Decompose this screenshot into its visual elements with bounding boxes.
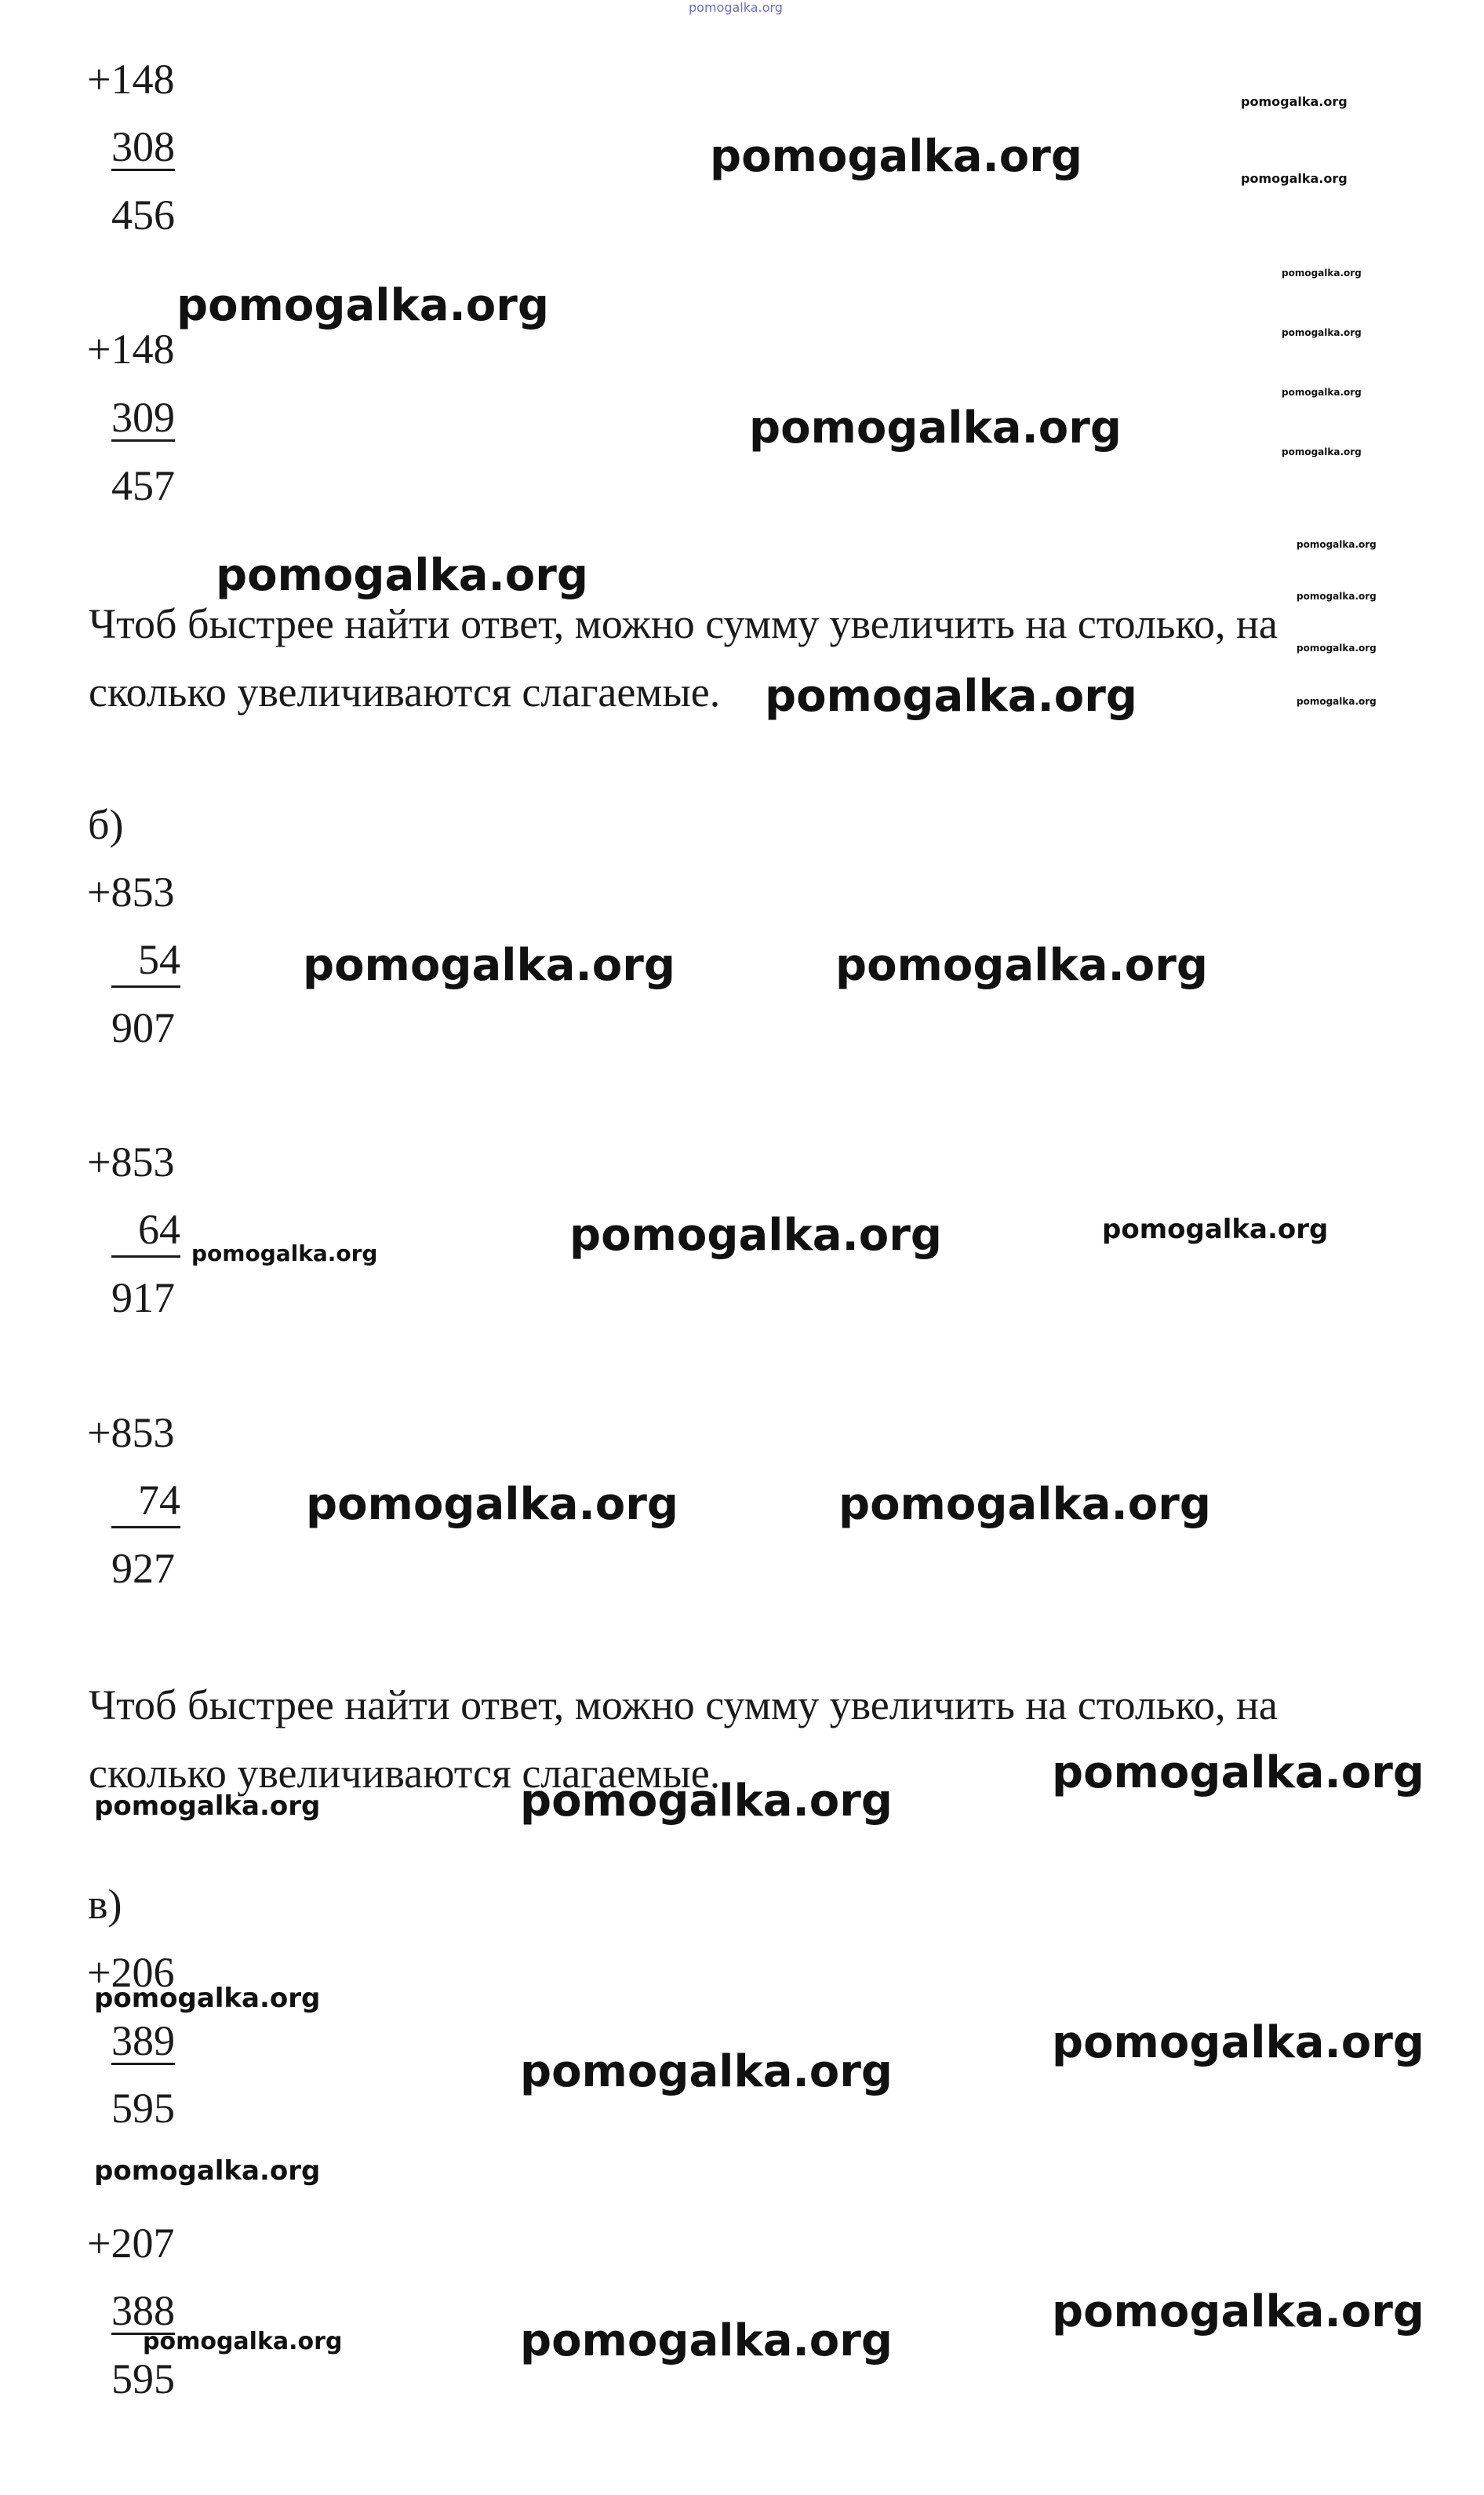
calc-c1-addend2: 389 bbox=[111, 2017, 175, 2064]
calc-c1-sum: 595 bbox=[111, 2085, 175, 2132]
calc-b3-sum: 927 bbox=[111, 1545, 175, 1592]
watermark: pomogalka.org bbox=[1052, 2017, 1424, 2068]
watermark: pomogalka.org bbox=[94, 1790, 321, 1822]
note-b-line1: Чтоб быстрее найти ответ, можно сумму увеличить на столько, на bbox=[89, 1681, 1278, 1728]
watermark: pomogalka.org bbox=[1297, 539, 1377, 550]
watermark: pomogalka.org bbox=[569, 1210, 942, 1261]
note-a bbox=[89, 590, 1406, 727]
watermark: pomogalka.org bbox=[176, 280, 549, 331]
calc-b2-addend2: 64 bbox=[111, 1208, 180, 1258]
watermark: pomogalka.org bbox=[94, 2155, 321, 2187]
calc-b1-sum: 907 bbox=[111, 1004, 175, 1051]
watermark: pomogalka.org bbox=[689, 0, 783, 15]
section-b-label: б) bbox=[88, 801, 124, 848]
calc-c2-addend2: 388 bbox=[111, 2287, 175, 2334]
calc-b3-addend1: +853 bbox=[87, 1409, 175, 1456]
watermark: pomogalka.org bbox=[1052, 1747, 1424, 1798]
calc-b1-addend2: 54 bbox=[111, 938, 180, 988]
watermark: pomogalka.org bbox=[520, 1776, 893, 1827]
calc-a1-sum: 456 bbox=[111, 191, 175, 239]
watermark: pomogalka.org bbox=[191, 1240, 378, 1266]
watermark: pomogalka.org bbox=[1241, 171, 1348, 186]
calc-b1-addend1: +853 bbox=[87, 869, 175, 916]
watermark: pomogalka.org bbox=[94, 1983, 321, 2014]
watermark: pomogalka.org bbox=[710, 131, 1082, 182]
calc-a1-addend2: 308 bbox=[111, 123, 175, 170]
calc-b2-addend1: +853 bbox=[87, 1138, 175, 1186]
watermark: pomogalka.org bbox=[749, 402, 1122, 453]
calc-c2-addend1: +207 bbox=[87, 2220, 175, 2267]
watermark: pomogalka.org bbox=[1297, 591, 1377, 602]
watermark: pomogalka.org bbox=[765, 671, 1137, 722]
calc-a2-sum: 457 bbox=[111, 462, 175, 509]
note-a-line2: сколько увеличиваются слагаемые. bbox=[89, 668, 721, 716]
watermark: pomogalka.org bbox=[1297, 643, 1377, 654]
calc-b3-addend2: 74 bbox=[111, 1479, 180, 1528]
watermark: pomogalka.org bbox=[1282, 268, 1362, 279]
watermark: pomogalka.org bbox=[1282, 327, 1362, 338]
watermark: pomogalka.org bbox=[143, 2328, 343, 2355]
watermark: pomogalka.org bbox=[303, 940, 675, 991]
watermark: pomogalka.org bbox=[1241, 94, 1348, 109]
calc-a2-addend2: 309 bbox=[111, 394, 175, 441]
watermark: pomogalka.org bbox=[520, 2046, 893, 2097]
watermark: pomogalka.org bbox=[1102, 1214, 1329, 1245]
watermark: pomogalka.org bbox=[835, 940, 1208, 991]
watermark: pomogalka.org bbox=[1052, 2286, 1424, 2337]
watermark: pomogalka.org bbox=[1282, 446, 1362, 457]
calc-c2-sum: 595 bbox=[111, 2355, 175, 2402]
watermark: pomogalka.org bbox=[838, 1479, 1211, 1530]
watermark: pomogalka.org bbox=[1282, 387, 1362, 398]
watermark: pomogalka.org bbox=[1297, 696, 1377, 707]
calc-c1-addend1: +206 bbox=[87, 1949, 175, 1996]
watermark: pomogalka.org bbox=[306, 1479, 678, 1530]
watermark: pomogalka.org bbox=[216, 550, 588, 601]
calc-a1-addend1: +148 bbox=[87, 56, 175, 103]
calc-b2-sum: 917 bbox=[111, 1274, 175, 1321]
note-b-line2: сколько увеличиваются слагаемые. bbox=[89, 1750, 721, 1797]
note-a-line1: Чтоб быстрее найти ответ, можно сумму увеличить на столько, на bbox=[89, 600, 1278, 647]
section-c-label: в) bbox=[88, 1881, 122, 1928]
calc-a2-addend1: +148 bbox=[87, 326, 175, 373]
watermark: pomogalka.org bbox=[520, 2315, 893, 2366]
